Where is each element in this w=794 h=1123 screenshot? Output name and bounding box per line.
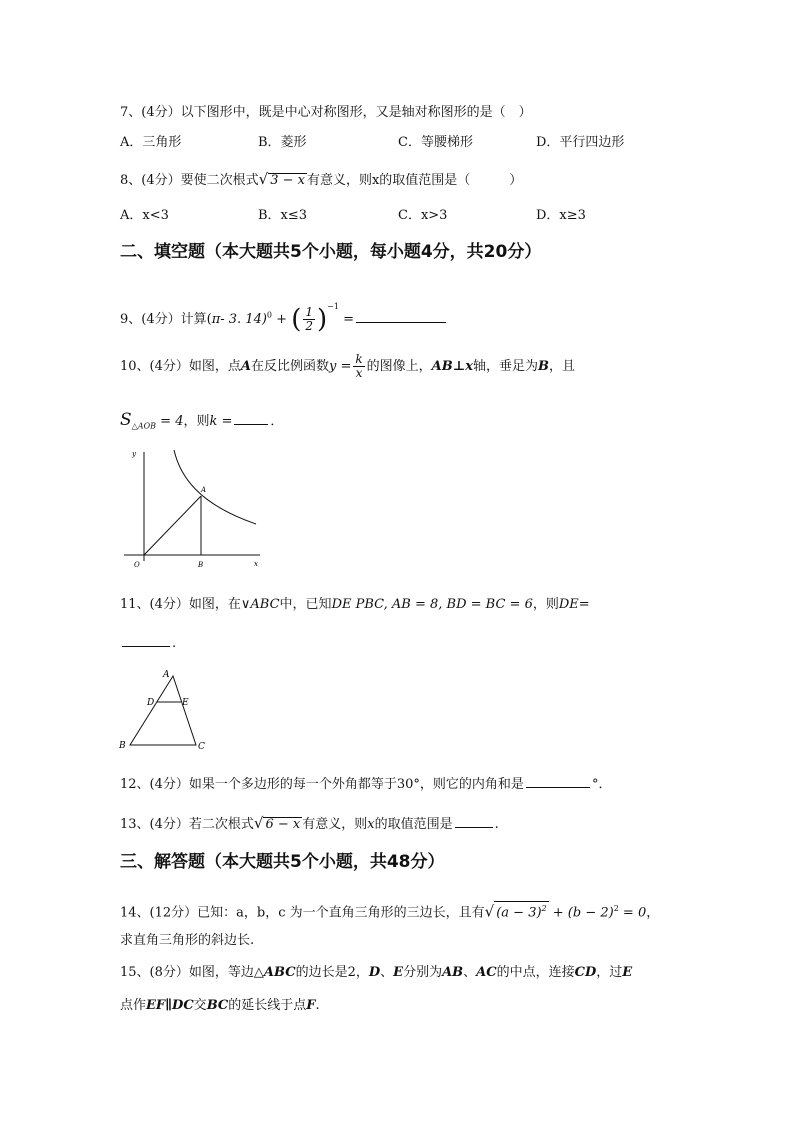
q15-e2: E bbox=[622, 965, 633, 980]
fig-label-y: y bbox=[132, 450, 136, 458]
triangle-abc-shape bbox=[130, 676, 196, 745]
question-8-radicand: 3 − x bbox=[270, 173, 305, 188]
question-8-suffix: 有意义，则x的取值范围是（ ） bbox=[306, 173, 523, 188]
question-10-mid2: 的图像上， bbox=[366, 359, 432, 374]
area-subscript: △AOB bbox=[131, 421, 157, 431]
pi-expression: π- 3. 14) bbox=[211, 312, 267, 327]
question-12-suffix: °． bbox=[591, 777, 612, 792]
function-y: y = bbox=[329, 359, 352, 374]
hyperbola-curve bbox=[174, 450, 256, 524]
q15-ab: AB bbox=[442, 965, 464, 980]
q7-option-a: A．三角形 bbox=[120, 135, 182, 150]
q15-cd: CD bbox=[574, 965, 597, 980]
fraction-denominator: x bbox=[355, 366, 363, 380]
question-11-suffix: ，则 bbox=[532, 597, 559, 612]
q15-text-f: 点作 bbox=[120, 998, 147, 1013]
question-10-mid3: 轴，垂足为 bbox=[472, 359, 538, 374]
question-14-mid: + (b − 2) bbox=[548, 905, 614, 921]
question-12-prefix: 12、(4分）如果一个多边形的每一个外角都等于30°，则它的内角和是 bbox=[120, 777, 524, 792]
question-14 bbox=[120, 898, 659, 924]
question-14-prefix: 14、(12分）已知：a，b，c 为一个直角三角形的三边长，且有 bbox=[120, 905, 485, 921]
segment-oa bbox=[144, 496, 201, 555]
mid-exponent: 2 bbox=[613, 904, 619, 913]
answer-blank-9[interactable] bbox=[356, 310, 446, 323]
q15-text-h: 的延长线于点 bbox=[228, 998, 307, 1013]
answer-blank-13[interactable] bbox=[455, 815, 493, 828]
question-10 bbox=[120, 350, 575, 384]
fig-label-x: x bbox=[254, 560, 258, 568]
radical-sign: √ bbox=[484, 902, 495, 921]
left-paren: ( bbox=[291, 304, 302, 335]
q15-ac: AC bbox=[476, 965, 497, 980]
given-conditions: DE PBC, AB = 8, BD = BC = 6 bbox=[331, 597, 533, 612]
perpendicular-expression: AB⊥x bbox=[431, 359, 473, 374]
radicand-text: (a − 3) bbox=[496, 905, 542, 921]
variable-x: x bbox=[367, 817, 375, 832]
question-11-prefix: 11、(4分）如图，在 bbox=[120, 597, 241, 612]
fraction-numerator: k bbox=[355, 352, 363, 366]
fig-label-d: D bbox=[147, 698, 155, 708]
triangle-abc: ∨ABC bbox=[240, 597, 280, 612]
fig-label-b: B bbox=[198, 561, 204, 569]
question-15 bbox=[120, 964, 632, 982]
fig-label-b: B bbox=[119, 741, 126, 751]
fig-label-c: C bbox=[198, 742, 205, 752]
question-14-eq: = 0 bbox=[618, 905, 647, 921]
fig-label-a: A bbox=[163, 670, 170, 680]
q8-option-b: B．x≤3 bbox=[258, 208, 308, 223]
plus-sign: + bbox=[276, 312, 288, 327]
question-12 bbox=[120, 775, 611, 794]
question-10-suffix: ，且 bbox=[549, 359, 576, 374]
de-equals: DE= bbox=[558, 597, 590, 612]
q15-d: D bbox=[368, 965, 381, 980]
k-equals: k = bbox=[209, 414, 233, 429]
q15-ef: EF bbox=[146, 998, 166, 1013]
question-14-line2: 求直角三角形的斜边长. bbox=[120, 933, 255, 948]
q15-text-c: 分别为 bbox=[403, 965, 443, 980]
question-7-text: 7、(4分）以下图形中，既是中心对称图形，又是轴对称图形的是（ ） bbox=[120, 105, 532, 120]
area-equation: = 4 bbox=[156, 414, 184, 429]
answer-blank-10[interactable] bbox=[234, 412, 268, 425]
question-10-area-suffix: ，则 bbox=[183, 414, 210, 429]
radical-sign: √ bbox=[258, 170, 269, 188]
radicand-exponent: 2 bbox=[541, 904, 547, 913]
answer-blank-11[interactable] bbox=[122, 634, 170, 647]
fraction-numerator: 1 bbox=[305, 305, 313, 319]
q7-option-d: D．平行四边形 bbox=[536, 135, 625, 150]
fig-label-o: O bbox=[134, 561, 140, 569]
q7-option-c: C．等腰梯形 bbox=[398, 135, 473, 150]
q15-text-a: 15、(8分）如图，等边△ bbox=[120, 965, 264, 980]
q15-text-d: 的中点，连接 bbox=[496, 965, 575, 980]
period: . bbox=[494, 817, 499, 832]
question-10-line2 bbox=[120, 409, 283, 438]
q15-text-e: ，过 bbox=[596, 965, 623, 980]
answer-blank-12[interactable] bbox=[526, 775, 590, 788]
q15-abc: ABC bbox=[263, 965, 296, 980]
right-paren: ) bbox=[316, 304, 328, 335]
q15-f: F bbox=[306, 998, 316, 1013]
question-13-radicand: 6 − x bbox=[265, 817, 301, 832]
question-11-mid: 中，已知 bbox=[279, 597, 332, 612]
q8-option-d: D．x≥3 bbox=[536, 208, 586, 223]
question-13-suffix: 的取值范围是 bbox=[374, 817, 453, 832]
q15-period: . bbox=[315, 998, 320, 1013]
area-symbol: S bbox=[120, 410, 132, 430]
question-15-line2 bbox=[120, 997, 320, 1015]
comma: ， bbox=[646, 905, 660, 921]
question-11 bbox=[120, 596, 590, 614]
fraction-k-over-x bbox=[353, 353, 364, 380]
point-b-label: B bbox=[538, 359, 549, 374]
q15-sep2: 、 bbox=[463, 965, 477, 980]
q8-option-a: A．x<3 bbox=[120, 208, 169, 223]
question-9 bbox=[120, 292, 448, 335]
exponent-neg-one: −1 bbox=[327, 302, 339, 311]
question-7 bbox=[120, 104, 532, 122]
equals-sign: = bbox=[343, 312, 354, 327]
q15-dc: DC bbox=[172, 998, 194, 1013]
exponent-zero: 0 bbox=[266, 310, 272, 320]
inverse-proportion-figure bbox=[118, 446, 268, 576]
question-13 bbox=[120, 814, 499, 834]
question-13-prefix: 13、(4分）若二次根式 bbox=[120, 817, 254, 832]
fig-label-e: E bbox=[182, 698, 189, 708]
period: ． bbox=[270, 414, 284, 429]
fig-label-a: A bbox=[201, 486, 207, 494]
q8-option-c: C．x>3 bbox=[398, 208, 448, 223]
question-10-prefix: 10、(4分）如图，点 bbox=[120, 359, 241, 374]
fraction-denominator: 2 bbox=[305, 319, 313, 333]
triangle-figure bbox=[116, 666, 212, 752]
question-14-radicand bbox=[494, 901, 548, 920]
q15-sep1: 、 bbox=[380, 965, 394, 980]
q15-e: E bbox=[393, 965, 404, 980]
q15-bc: BC bbox=[206, 998, 229, 1013]
question-8-prefix: 8、(4分）要使二次根式 bbox=[120, 173, 259, 188]
point-a-label: A bbox=[240, 359, 251, 374]
radical-sign: √ bbox=[253, 814, 264, 832]
question-11-line2 bbox=[120, 634, 176, 653]
question-13-mid: 有意义，则 bbox=[302, 817, 368, 832]
section-2-title: 二、填空题（本大题共5个小题，每小题4分，共20分） bbox=[120, 242, 542, 262]
fraction-one-half bbox=[303, 306, 315, 333]
q15-text-g: 交 bbox=[193, 998, 207, 1013]
question-10-mid1: 在反比例函数 bbox=[250, 359, 329, 374]
section-3-title: 三、解答题（本大题共5个小题，共48分） bbox=[120, 852, 445, 872]
parallel-symbol: ∥ bbox=[165, 998, 173, 1013]
question-9-prefix: 9、(4分）计算( bbox=[120, 312, 212, 327]
q7-option-b: B．菱形 bbox=[258, 135, 307, 150]
question-8 bbox=[120, 170, 522, 190]
q15-text-b: 的边长是2， bbox=[295, 965, 369, 980]
period: . bbox=[172, 636, 177, 651]
